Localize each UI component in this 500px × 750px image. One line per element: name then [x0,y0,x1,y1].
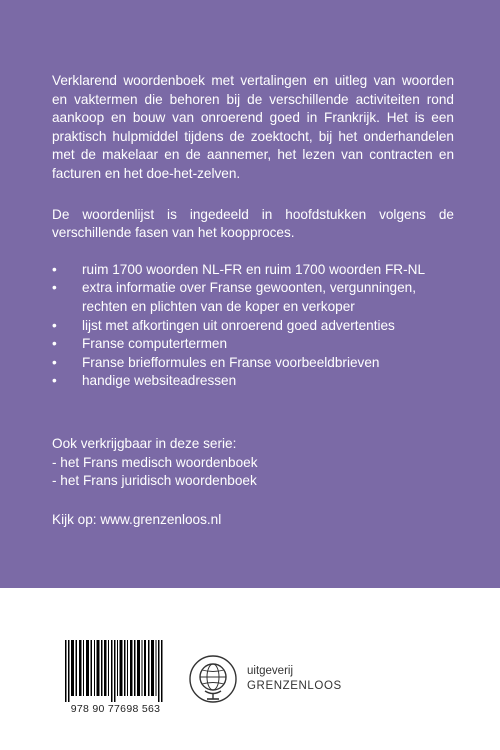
series-block [52,435,454,491]
bullet-icon: • [52,317,57,333]
feature-item: • extra informatie over Franse gewoonten, vergunningen, rechten en plichten van de koper en verkoper [52,280,416,314]
feature-item: • lijst met afkortingen uit onroerend goed advertenties [52,317,454,336]
bullet-icon: • [52,336,57,352]
series-item: - het Frans juridisch woordenboek [52,473,257,489]
feature-list [52,261,454,391]
bullet-icon: • [52,373,57,389]
globe-icon [188,654,238,704]
feature-item: • handige websiteadressen [52,372,454,391]
bullet-icon: • [52,354,57,370]
bullet-icon: • [52,261,57,277]
barcode-icon [63,640,168,702]
publisher-line-2: GRENZENLOOS [247,680,342,692]
feature-item: • Franse briefformules en Franse voorbeeldbrieven [52,354,454,373]
series-item: - het Frans medisch woordenboek [52,454,258,470]
website-line: Kijk op: www.grenzenloos.nl [52,511,222,527]
publisher-line-1: uitgeverij [247,665,294,677]
description-text [52,72,454,529]
intro-paragraph: Verklarend woordenboek met vertalingen en uitleg van woorden en vaktermen die behoren bij de verschillende activiteiten rond aankoop en bouw van onroerend goed in Frankrijk. Het is een praktisch hulpmiddel tijdens de zoektocht, bij het onderhandelen met de makelaar en de aannemer, het lezen van contracten en facturen en het doe-het-zelven. [52,73,454,181]
feature-item: • ruim 1700 woorden NL-FR en ruim 1700 woorden FR-NL [52,261,454,280]
publisher-name [247,664,342,694]
isbn-number: 978 90 77698 563 [70,703,161,715]
feature-item: • Franse computertermen [52,335,454,354]
series-heading: Ook verkrijgbaar in deze serie: [52,435,237,451]
structure-paragraph: De woordenlijst is ingedeeld in hoofdstukken volgens de verschillende fasen van het koopproces. [52,206,454,241]
barcode-block [63,640,168,720]
bullet-icon: • [52,280,57,296]
